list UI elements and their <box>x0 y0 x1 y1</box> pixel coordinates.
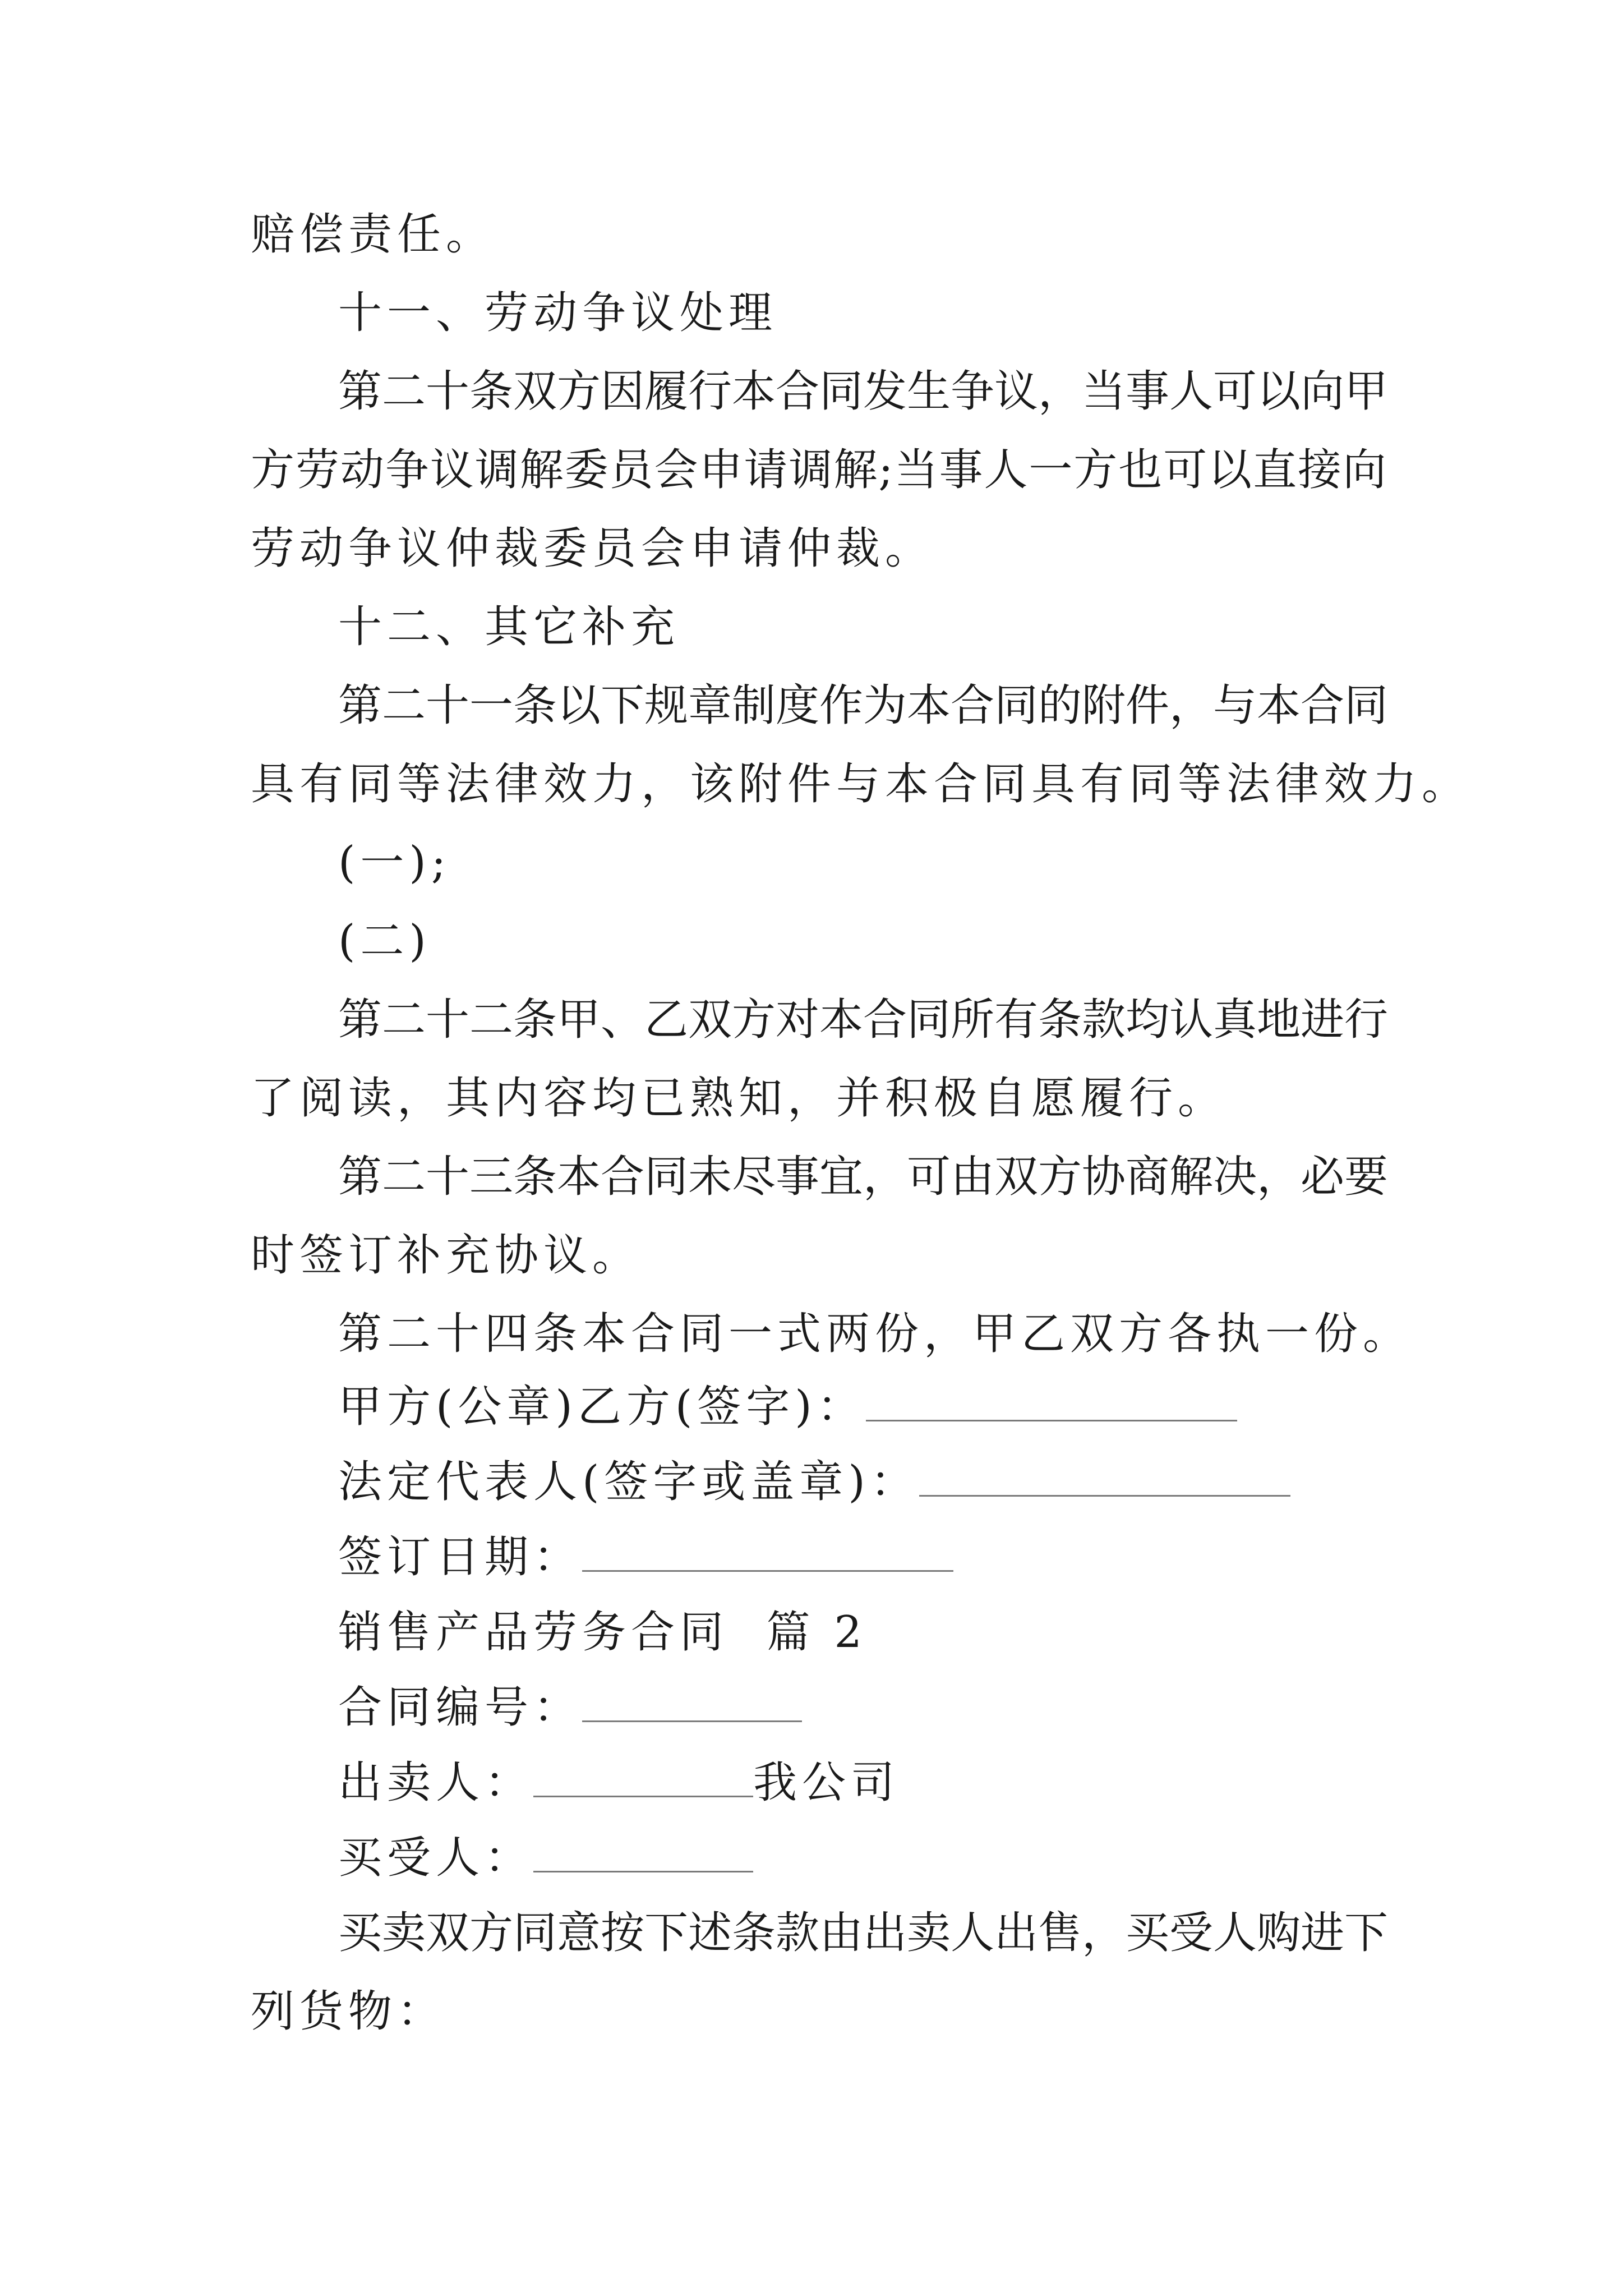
seller-suffix: 我公司 <box>753 1757 900 1808</box>
paragraph-line: 第二十二条甲、乙双方对本合同所有条款均认真地进行 <box>338 995 1389 1045</box>
paragraph-line: 方劳动争议调解委员会申请调解;当事人一方也可以直接向 <box>251 445 1386 495</box>
signature-party-blank[interactable] <box>866 1381 1237 1421</box>
paragraph-line: 时签订补充协议。 <box>251 1230 642 1281</box>
contract-no-label: 合同编号： <box>338 1682 583 1733</box>
contract-no-row <box>338 1680 802 1736</box>
paragraph-line: 列货物： <box>251 1986 446 2037</box>
buyer-row <box>338 1830 753 1886</box>
sign-date-row <box>338 1529 953 1585</box>
paragraph-line: 第二十三条本合同未尽事宜，可由双方协商解决，必要 <box>338 1152 1389 1202</box>
list-item: (二) <box>338 916 431 967</box>
seller-row <box>338 1755 900 1811</box>
contract-no-blank[interactable] <box>582 1681 802 1722</box>
paragraph-line: 第二十四条本合同一式两份，甲乙双方各执一份。 <box>338 1309 1412 1359</box>
seller-label: 出卖人： <box>338 1757 534 1808</box>
legal-rep-row <box>338 1454 1290 1510</box>
legal-rep-label: 法定代表人(签字或盖章)： <box>338 1457 919 1507</box>
paragraph-line: 劳动争议仲裁委员会申请仲裁。 <box>251 523 934 574</box>
signature-party-label: 甲方(公章)乙方(签字)： <box>338 1382 866 1432</box>
paragraph-line: 赔偿责任。 <box>251 209 495 260</box>
section-heading: 十一、劳动争议处理 <box>338 288 778 338</box>
list-item: (一); <box>338 838 451 888</box>
legal-rep-blank[interactable] <box>919 1456 1290 1497</box>
buyer-blank[interactable] <box>533 1832 753 1872</box>
seller-blank[interactable] <box>533 1756 753 1797</box>
paragraph-line: 买卖双方同意按下述条款由出卖人出售，买受人购进下 <box>338 1908 1389 1958</box>
section-heading: 十二、其它补充 <box>338 602 680 652</box>
sign-date-label: 签订日期： <box>338 1532 583 1582</box>
paragraph-line: 了阅读，其内容均已熟知，并积极自愿履行。 <box>251 1073 1227 1124</box>
sign-date-blank[interactable] <box>582 1531 953 1572</box>
paragraph-line: 第二十条双方因履行本合同发生争议，当事人可以向甲 <box>338 366 1389 417</box>
signature-party-row <box>338 1379 1237 1435</box>
buyer-label: 买受人： <box>338 1833 534 1883</box>
section2-title: 销售产品劳务合同 篇 2 <box>338 1607 868 1658</box>
paragraph-line: 第二十一条以下规章制度作为本合同的附件，与本合同 <box>338 680 1389 731</box>
paragraph-line: 具有同等法律效力，该附件与本合同具有同等法律效力。 <box>251 759 1471 809</box>
